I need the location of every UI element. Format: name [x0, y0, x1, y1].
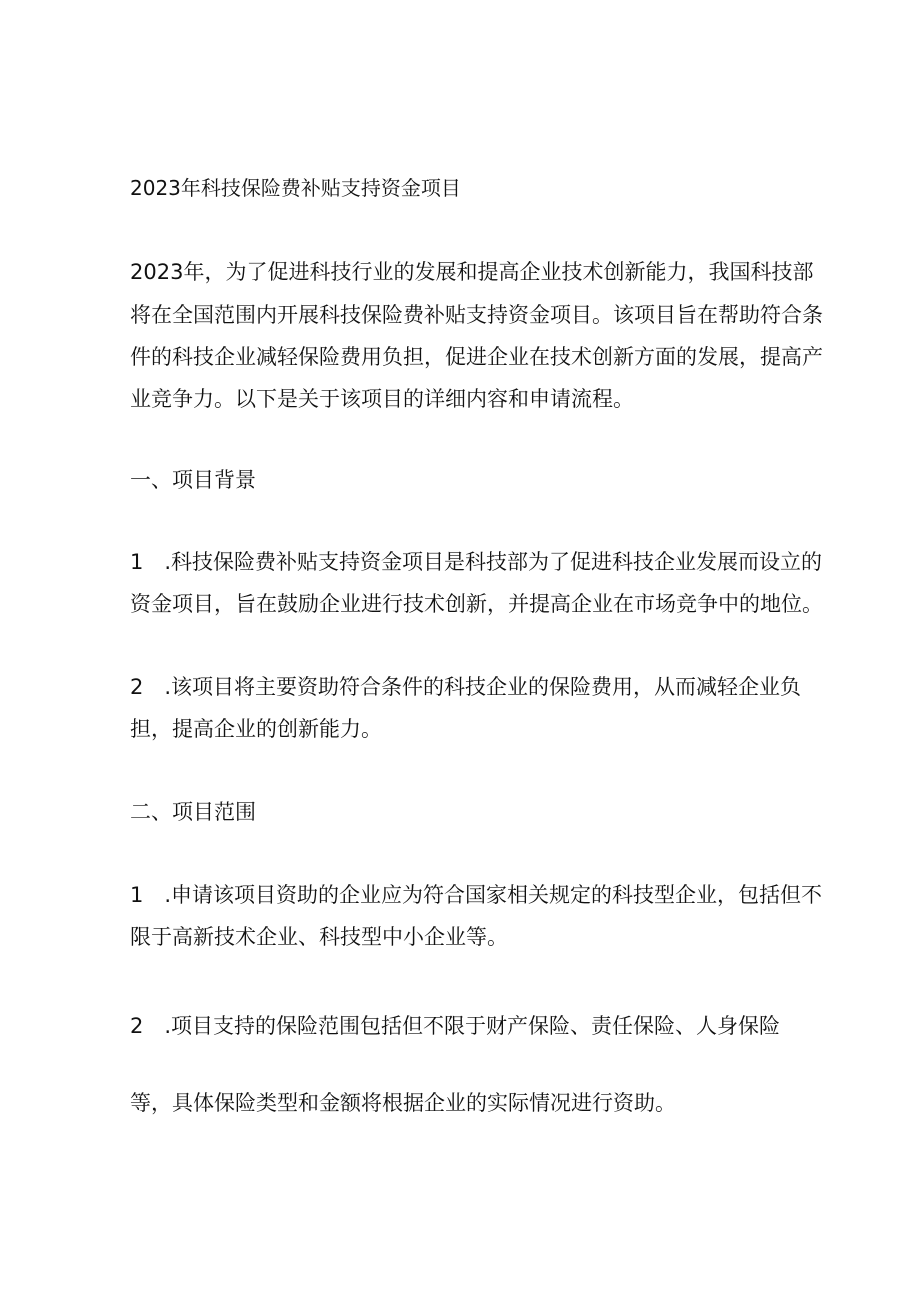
document-title: 2023年科技保险费补贴支持资金项目: [130, 176, 461, 200]
intro-line-1: 2023年，为了促进科技行业的发展和提高企业技术创新能力，我国科技部: [130, 260, 814, 284]
section-2-item-1-line-1: 1 .申请该项目资助的企业应为符合国家相关规定的科技型企业，包括但不: [130, 883, 823, 907]
intro-line-3: 件的科技企业减轻保险费用负担，促进企业在技术创新方面的发展，提高产: [130, 345, 823, 369]
section-1-item-2-line-1: 2 .该项目将主要资助符合条件的科技企业的保险费用，从而减轻企业负: [130, 675, 802, 699]
section-2-item-2-line-2: 等，具体保险类型和金额将根据企业的实际情况进行资助。: [130, 1091, 676, 1115]
intro-line-2: 将在全国范围内开展科技保险费补贴支持资金项目。该项目旨在帮助符合条: [130, 303, 823, 327]
section-1-item-1-line-1: 1 .科技保险费补贴支持资金项目是科技部为了促进科技企业发展而设立的: [130, 550, 823, 574]
section-1-item-1-line-2: 资金项目，旨在鼓励企业进行技术创新，并提高企业在市场竞争中的地位。: [130, 592, 823, 616]
section-2-item-1-line-2: 限于高新技术企业、科技型中小企业等。: [130, 925, 508, 949]
section-2-item-2-line-1: 2 .项目支持的保险范围包括但不限于财产保险、责任保险、人身保险: [130, 1014, 781, 1038]
section-1-item-2-line-2: 担，提高企业的创新能力。: [130, 717, 382, 741]
section-2-heading: 二、项目范围: [130, 800, 256, 824]
intro-line-4: 业竞争力。以下是关于该项目的详细内容和申请流程。: [130, 387, 634, 411]
section-1-heading: 一、项目背景: [130, 468, 256, 492]
